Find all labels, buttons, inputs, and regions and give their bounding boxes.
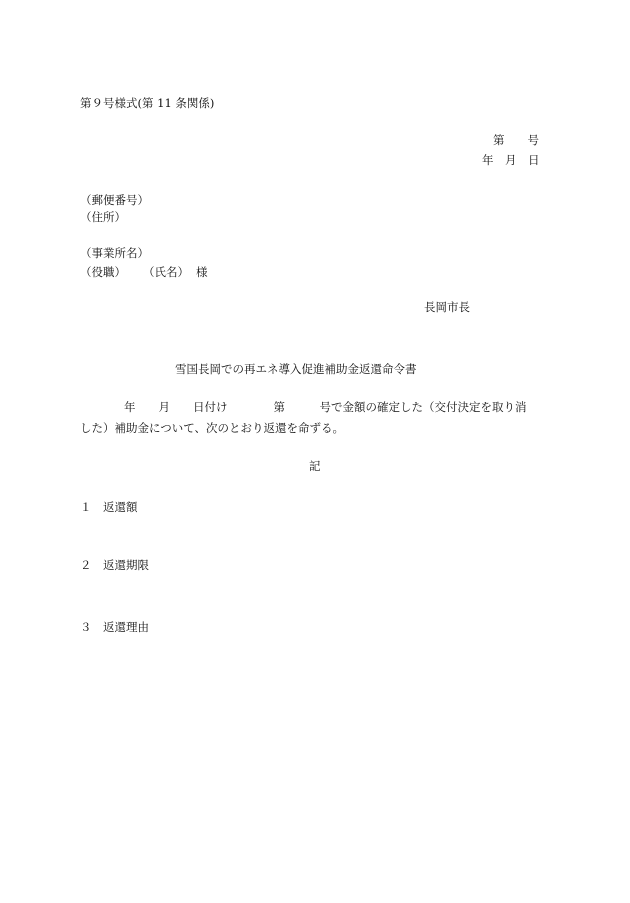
document-number: 第 号: [493, 133, 539, 147]
ki-heading: 記: [309, 459, 321, 473]
recipient-position: （役職）: [80, 265, 126, 279]
document-date: 年 月 日: [482, 153, 540, 167]
form-number: 第９号様式(第 11 条関係): [80, 96, 215, 110]
item-label-refund-amount: 返還額: [103, 500, 138, 514]
document-title: 雪国長岡での再エネ導入促進補助金返還命令書: [175, 362, 417, 376]
recipient-name: （氏名）: [143, 265, 189, 279]
recipient-honorific: 様: [196, 265, 208, 279]
item-number: １: [80, 500, 92, 514]
issuer-title: 長岡市長: [424, 300, 470, 314]
recipient-address: （住所）: [80, 210, 126, 224]
item-label-refund-reason: 返還理由: [103, 620, 149, 634]
body-text-line-2: した）補助金について、次のとおり返還を命ずる。: [80, 421, 345, 435]
item-number: ２: [80, 558, 92, 572]
recipient-office: （事業所名）: [80, 246, 149, 260]
recipient-postal-code: （郵便番号）: [80, 193, 149, 207]
item-number: ３: [80, 620, 92, 634]
body-text-line-1: 年 月 日付け 第 号で金額の確定した（交付決定を取り消: [124, 400, 527, 414]
item-label-refund-deadline: 返還期限: [103, 558, 149, 572]
